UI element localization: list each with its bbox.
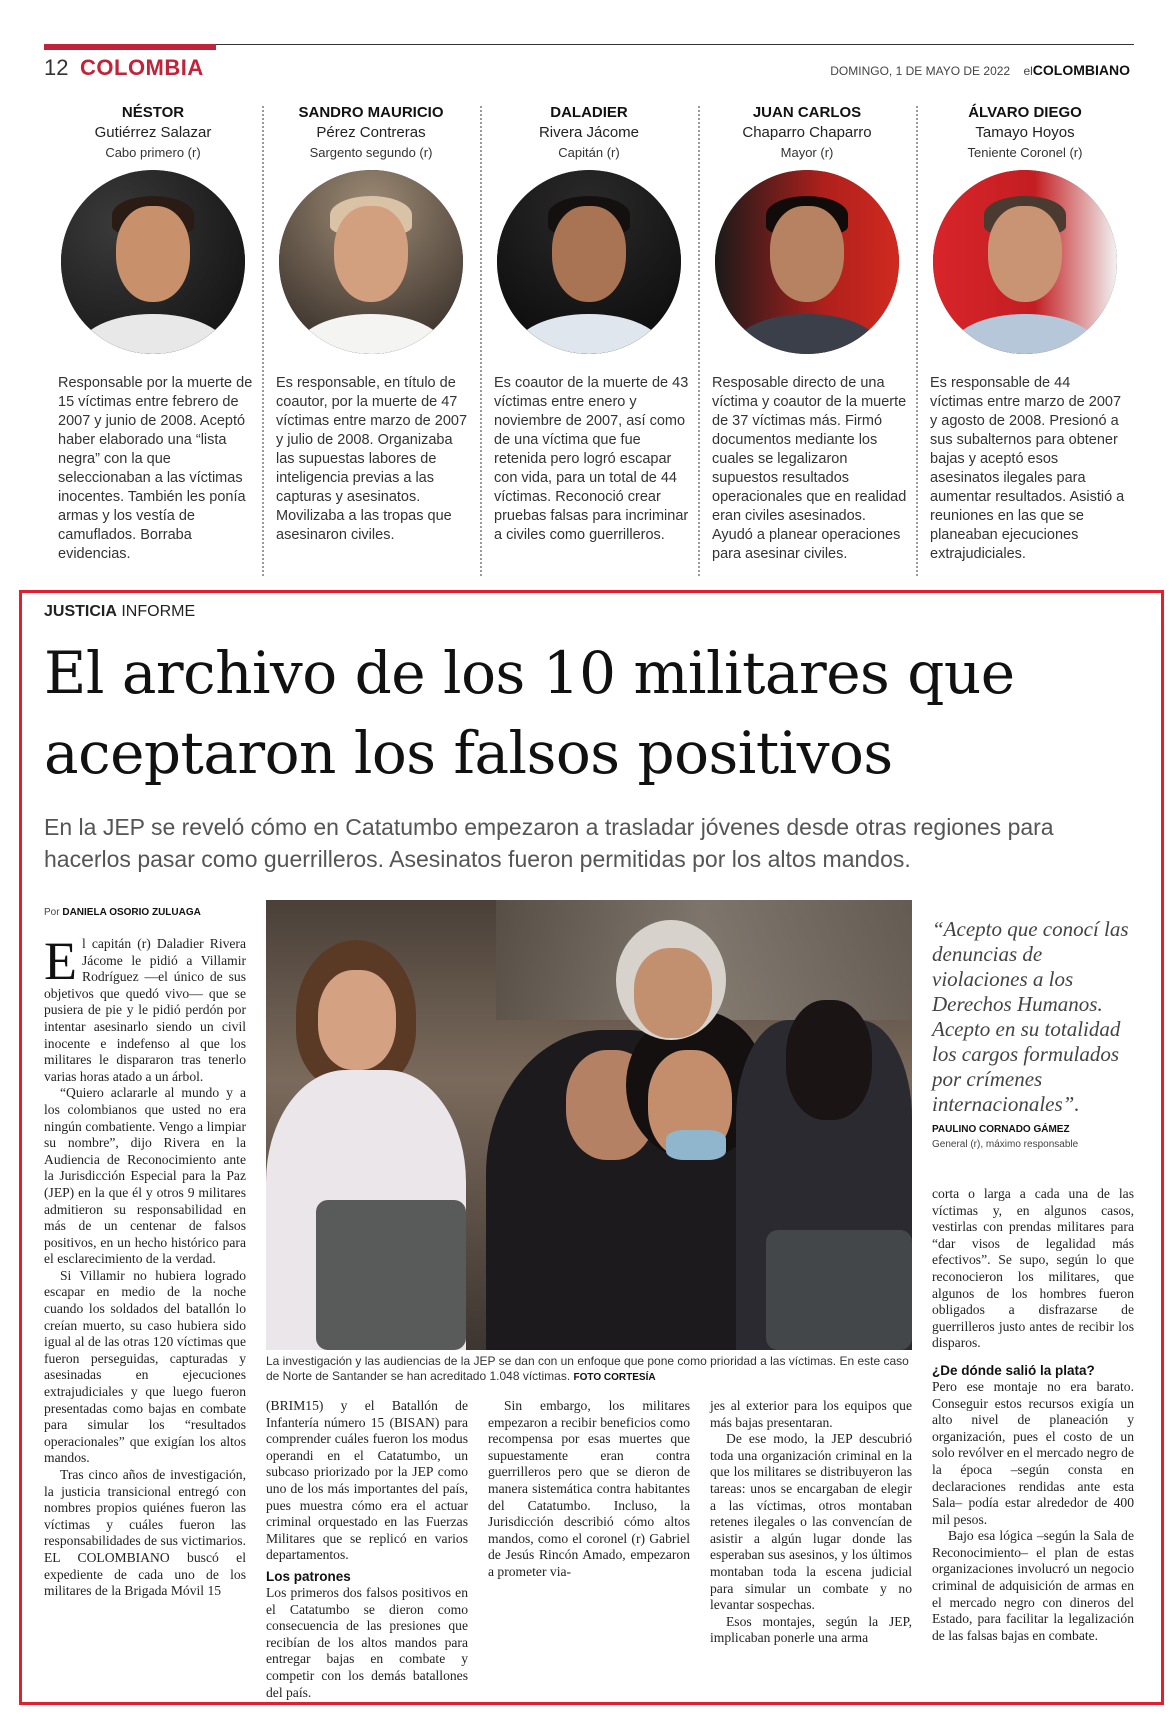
article-subhead: ¿De dónde salió la plata? xyxy=(932,1362,1095,1378)
profile-surname: Chaparro Chaparro xyxy=(742,124,872,141)
brand-name: COLOMBIANO xyxy=(1032,62,1130,78)
profile-name: ÁLVARO DIEGO xyxy=(968,104,1082,121)
article-column-1 xyxy=(44,931,246,1600)
article-paragraph: Pero ese montaje no era barato. Conseguir estos recursos exigía un alto nivel de planeación y organización, pues el costo de un solo revólver en el mercado negro de la época –según consta en declaraciones rendidas ante esta Sala– podía estar alrededor de 400 mil pesos. xyxy=(932,1378,1134,1527)
article-subhead: Los patrones xyxy=(266,1568,351,1584)
profile-card xyxy=(698,104,916,582)
profile-name: SANDRO MAURICIO xyxy=(298,104,444,121)
profile-name: DALADIER xyxy=(550,104,628,121)
profile-name: NÉSTOR xyxy=(121,104,185,121)
profile-description: Es responsable de 44 víctimas entre marzo de 2007 y agosto de 2008. Presionó a sus subalternos para obtener bajas y aceptó esos asesinatos ilegales para aumentar resultados. Asistió a reuniones en las que se planeaban ejecuciones extrajudiciales. xyxy=(930,375,1125,562)
profile-card xyxy=(480,104,698,582)
dateline xyxy=(830,62,1130,78)
profile-portrait xyxy=(497,170,681,354)
article-paragraph: Tras cinco años de investigación, la justicia transicional entregó con nombres propios quiénes fueron las víctimas y cuáles fueron las responsabilidades de sus victimarios. EL COLOMBIANO buscó el expediente de cada uno de los militares de la Brigada Móvil 15 xyxy=(44,1467,246,1599)
profile-card xyxy=(262,104,480,582)
byline xyxy=(44,907,201,918)
article-paragraph: Si Villamir no hubiera logrado escapar en medio de la noche cuando los soldados del batallón lo creían muerto, su caso hubiera sido igual al de las otras 120 víctimas que fueron perseguidas, capturadas y asesinadas en ejecuciones extrajudiciales y que luego fueron presentadas como bajas en combate para simular los “resultados operacionales” que exigían los altos mandos. xyxy=(44,1267,246,1466)
article-photo xyxy=(266,900,912,1350)
profile-card xyxy=(916,104,1134,582)
section-tab-bar xyxy=(44,44,216,50)
article-paragraph: Sin embargo, los militares empezaron a recibir beneficios como recompensa por esas muertes que supuestamente eran contra guerrilleros pero que se dieron de manera sistemática contra habitantes del Catatumbo. Incluso, la Jurisdicción describió cómo altos mandos, como el coronel (r) Gabriel de Jesús Rincón Amado, empezaron a prometer via- xyxy=(488,1398,690,1579)
drop-cap: E xyxy=(44,931,77,991)
article-paragraph: Los primeros dos falsos positivos en el Catatumbo se dieron como consecuencia de las presiones que recibían de los altos mandos para entregar bajas en combate y competir con los demás batallones del país. xyxy=(266,1584,468,1700)
profile-rank: Mayor (r) xyxy=(780,145,834,160)
author-name: DANIELA OSORIO ZULUAGA xyxy=(62,907,201,918)
profile-rank: Cabo primero (r) xyxy=(105,145,201,160)
caption-text: La investigación y las audiencias de la JEP se dan con un enfoque que pone como prioridad a las víctimas. En este caso de Norte de Santander se han acreditado 1.048 víctimas. xyxy=(266,1354,909,1383)
profile-rank: Teniente Coronel (r) xyxy=(967,145,1083,160)
kicker-section: JUSTICIA xyxy=(44,603,117,620)
article-paragraph: “Quiero aclararle al mundo y a los colombianos que usted no era ningún combatiente. Vengo a limpiar su nombre”, dijo Rivera en la Audiencia de Reconocimiento ante la Jurisdicción Especial para la Paz (JEP) en la que él y otros 9 militares admitieron su responsabilidad en más de un centenar de falsos positivos, en un hecho histórico para el esclarecimiento de la verdad. xyxy=(44,1085,246,1267)
article-paragraph: jes al exterior para los equipos que más bajas presentaran. xyxy=(710,1398,912,1430)
profile-portrait xyxy=(279,170,463,354)
brand-prefix: el xyxy=(1023,64,1033,78)
byline-prefix: Por xyxy=(44,907,60,918)
section-name: COLOMBIA xyxy=(80,55,204,80)
article-deck: En la JEP se reveló cómo en Catatumbo empezaron a trasladar jóvenes desde otras regiones para hacerlos pasar como guerrilleros. Asesinatos fueron permitidas por los altos mandos. xyxy=(44,814,1054,872)
profiles-strip xyxy=(44,104,1134,582)
issue-date: DOMINGO, 1 DE MAYO DE 2022 xyxy=(830,64,1011,78)
profile-rank: Capitán (r) xyxy=(558,145,620,160)
profile-surname: Rivera Jácome xyxy=(538,124,640,141)
article-paragraph: Bajo esa lógica –según la Sala de Reconocimiento– el plan de estas organizaciones involucró un negocio criminal de adquisición de armas en el mercado negro con dineros del Estado, para facilitar la legalización de las falsas bajas en combate. xyxy=(932,1528,1134,1643)
article-paragraph: De ese modo, la JEP descubrió toda una organización criminal en la que los militares se distribuyeron las tareas: unos se encargaban de elegir a las víctimas, otros montaban retenes ilegales o las convencían de asistir a algún lugar donde las esperaban sus asesinos, y los últimos montaban toda la escena judicial para simular un combate y no levantar sospechas. xyxy=(710,1431,912,1613)
profile-portrait xyxy=(715,170,899,354)
profile-description: Es responsable, en título de coautor, por la muerte de 47 víctimas entre marzo de 2007 y julio de 2008. Organizaba las supuestas labores de inteligencia previas a las capturas y asesinatos. Movilizaba a las tropas que asesinaron civiles. xyxy=(276,375,468,543)
article-paragraph: El capitán (r) Daladier Rivera Jácome le pidió a Villamir Rodríguez —el único de sus objetivos que quedó vivo— que se pusiera de pie y le pidió perdón por intentar asesinarlo siendo un civil inocente e indefenso al que los militares le dispararon tras tenerlo varias horas atado a un árbol. xyxy=(44,931,246,1084)
article-kicker xyxy=(44,603,195,621)
quote-author-role: General (r), máximo responsable xyxy=(932,1139,1079,1150)
quote-author: PAULINO CORNADO GÁMEZ xyxy=(932,1124,1070,1135)
article-paragraph: Esos montajes, según la JEP, implicaban ponerle una arma xyxy=(710,1613,912,1646)
profile-description: Es coautor de la muerte de 43 víctimas entre enero y noviembre de 2007, así como de una víctima que fue retenida pero logró escapar con vida, para un total de 44 víctimas. Reconoció crear pruebas falsas para incriminar a civiles como guerrilleros. xyxy=(494,375,689,543)
article-paragraph: corta o larga a cada una de las víctimas y, en algunos casos, vestirlas con prendas militares para “dar visos de legalidad más efectivos”. Se supo, según lo que reconocieron los militares, que algunos de los hombres fueron obligados a disfrazarse de guerrilleros justo antes de recibir los disparos. xyxy=(932,1186,1134,1351)
pull-quote: “Acepto que conocí las denuncias de violaciones a los Derechos Humanos. Acepto en su totalidad los cargos formulados por crímenes internacionales”. xyxy=(932,917,1129,1116)
profile-surname: Gutiérrez Salazar xyxy=(94,124,212,141)
profile-rank: Sargento segundo (r) xyxy=(309,145,433,160)
article-column-3 xyxy=(488,1398,690,1581)
article-column-5 xyxy=(932,1186,1134,1644)
profile-surname: Pérez Contreras xyxy=(316,124,426,141)
photo-caption xyxy=(266,1354,912,1385)
page-number: 12 xyxy=(44,55,69,80)
article-paragraph: (BRIM15) y el Batallón de Infantería número 15 (BISAN) para comprender cuáles fueron los modus operandi en el Catatumbo, un subcaso priorizado por la JEP como uno de los más importantes del país, pues muestra cómo era el actuar criminal orquestado en las Fuerzas Militares que se replicó en varios departamentos. xyxy=(266,1398,468,1563)
profile-surname: Tamayo Hoyos xyxy=(975,124,1075,141)
profile-portrait xyxy=(61,170,245,354)
article-column-2 xyxy=(266,1398,468,1701)
profile-portrait xyxy=(933,170,1117,354)
profile-name: JUAN CARLOS xyxy=(752,104,862,121)
article-column-4 xyxy=(710,1398,912,1647)
kicker-type: INFORME xyxy=(121,603,196,620)
profile-description: Resposable directo de una víctima y coautor de la muerte de 37 víctimas más. Firmó documentos mediante los cuales se legalizaron supuestos resultados operacionales que en realidad eran civiles asesinados. Ayudó a planear operaciones para asesinar civiles. xyxy=(712,375,907,562)
profile-description: Responsable por la muerte de 15 víctimas entre febrero de 2007 y junio de 2008. Aceptó haber elaborado una “lista negra” con la que seleccionaban a las víctimas inocentes. También les ponía armas y los vestía de camuflados. Borraba evidencias. xyxy=(58,375,253,562)
profile-card xyxy=(44,104,262,582)
photo-credit: FOTO CORTESÍA xyxy=(573,1372,656,1383)
article-headline: El archivo de los 10 militares que aceptaron los falsos positivos xyxy=(44,639,1015,787)
